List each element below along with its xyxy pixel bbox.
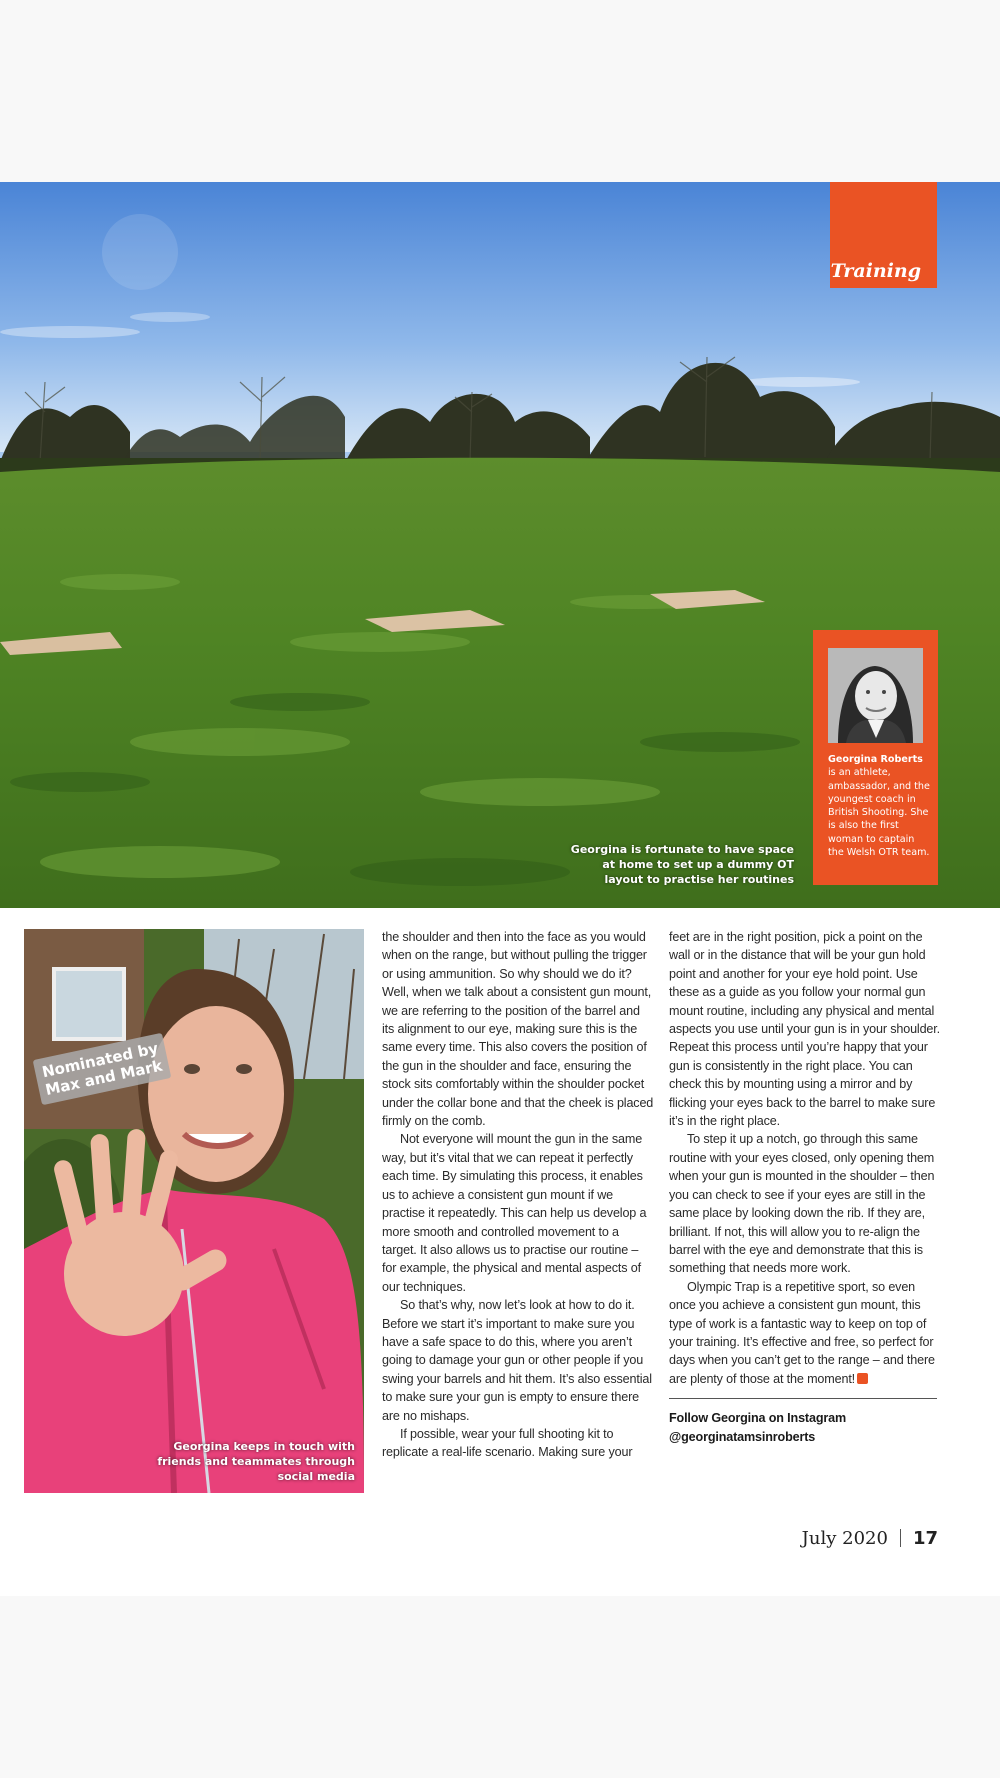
magazine-page [0, 182, 1000, 1596]
bio-text [828, 753, 932, 859]
paragraph-text: Olympic Trap is a repetitive sport, so even once you achieve a consistent gun mount, this type of work is a fantastic way to keep on top of your training. It’s effective and free, so perfect for days when you can’t get to the range – and there are plenty of those at the moment! [669, 1279, 935, 1386]
page-folio [802, 1528, 938, 1549]
hero-caption: Georgina is fortunate to have space at home to set up a dummy OT layout to practise her routines [570, 843, 794, 886]
bio-description: is an athlete, ambassador, and the youngest coach in British Shooting. She is also the first woman to captain the Welsh OTR team. [828, 767, 930, 859]
paragraph: Not everyone will mount the gun in the same way, but it’s vital that we can repeat it perfectly each time. By simulating this process, it enables us to achieve a consistent gun mount if we practise it repeatedly. This can help us develop a more smooth and controlled movement to a target. It also allows us to practise our routine – for example, the physical and mental aspects of our techniques. [382, 1132, 647, 1294]
end-of-article-icon [857, 1373, 868, 1384]
side-photo [24, 929, 364, 1493]
bio-box [813, 630, 938, 885]
nominated-sticker: Nominated by Max and Mark [33, 1033, 172, 1105]
section-tag-label: Training [830, 260, 921, 282]
text-column-right [669, 928, 941, 1446]
paragraph: the shoulder and then into the face as you would when on the range, but without pulling the trigger or using ammunition. So why should we do it? Well, when we talk about a consistent gun mount, we are referring to the position of the barrel and its alignment to our eye, making sure this is the same every time. This also covers the position of the gun in the shoulder and face, ensuring the stock sits comfortably within the shoulder pocket under the collar bone and that the cheek is placed firmly on the comb. [382, 930, 654, 1129]
text-column-middle [382, 928, 654, 1462]
instagram-follow [669, 1409, 941, 1446]
bio-name: Georgina Roberts [828, 754, 923, 765]
side-photo-caption: Georgina keeps in touch with friends and teammates through social media [157, 1440, 355, 1483]
portrait-photo [828, 648, 923, 743]
paragraph: To step it up a notch, go through this same routine with your eyes closed, only opening them when your gun is mounted in the shoulder – then you can check to see if your eyes are still in the same place by looking down the rib. If they are, brilliant. If not, this will allow you to re-align the barrel with the eye and demonstrate that this is something that needs more work. [669, 1132, 935, 1276]
paragraph: If possible, wear your full shooting kit to replicate a real-life scenario. Making sure your [382, 1426, 633, 1460]
paragraph: So that’s why, now let’s look at how to do it. Before we start it’s important to make sure you have a safe space to do this, where you aren’t going to damage your gun or other people if you swing your barrels and hit them. It’s also essential to make sure your gun is empty to ensure there are no mishaps. [382, 1298, 652, 1423]
follow-line: Follow Georgina on Instagram [669, 1411, 847, 1426]
page-number: 17 [912, 1528, 938, 1549]
paragraph: feet are in the right position, pick a point on the wall or in the distance that will be your gun hold point and another for your eye hold point. Use these as a guide as you follow your normal gun mount routine, including any physical and mental aspects you use until your gun is in your shoulder. Repeat this process until you’re happy that your gun is consistently in the right place. You can check this by mounting using a mirror and by flicking your eyes back to the barrel to make sure it’s in the right place. [669, 930, 940, 1129]
divider [669, 1398, 937, 1399]
paragraph [669, 1278, 941, 1388]
hero-photo [0, 182, 1000, 908]
section-tag [830, 182, 937, 288]
issue-date: July 2020 [801, 1528, 888, 1549]
folio-separator [900, 1529, 901, 1547]
instagram-handle: @georginatamsinroberts [669, 1429, 816, 1444]
